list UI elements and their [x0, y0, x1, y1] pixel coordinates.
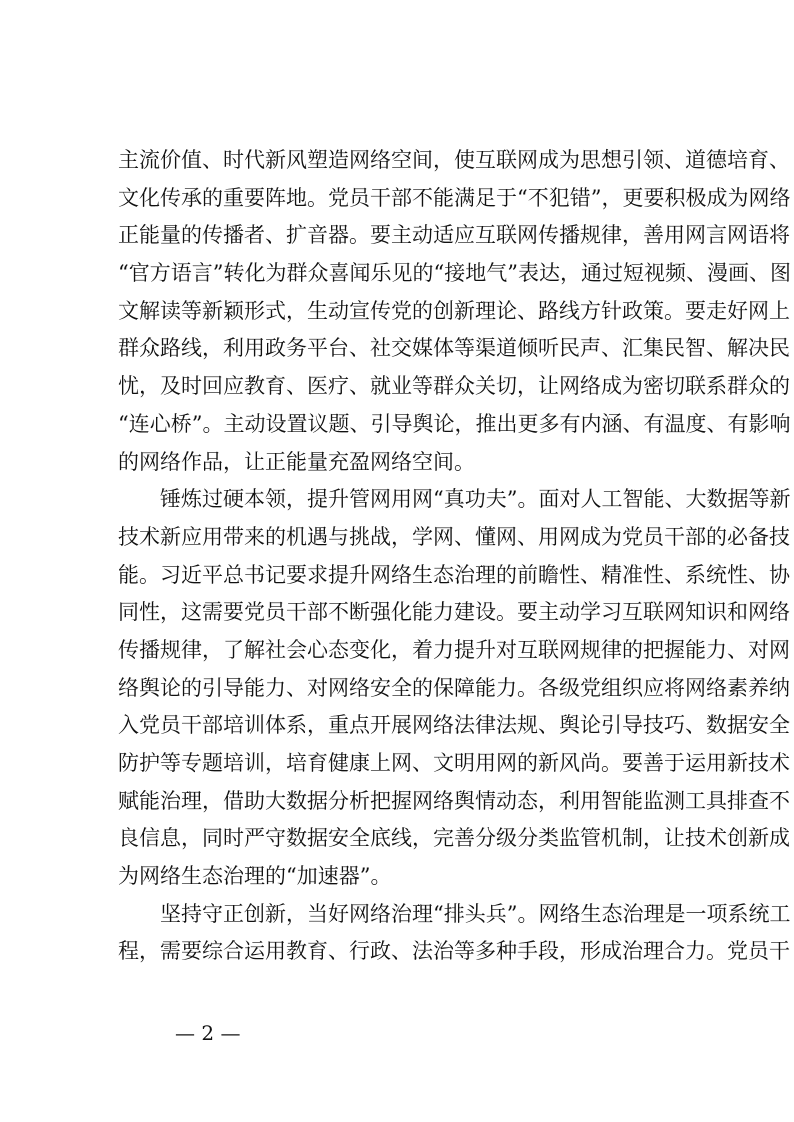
paragraph-1-line-6: 群众路线，利用政务平台、社交媒体等渠道倾听民声、汇集民智、解决民 [118, 336, 790, 361]
paragraph-1-line-1: 主流价值、时代新风塑造网络空间，使互联网成为思想引领、道德培育、 [118, 148, 790, 172]
paragraph-2-line-10: 良信息，同时严守数据安全底线，完善分级分类监管机制，让技术创新成 [118, 826, 790, 851]
paragraph-3-line-2: 程，需要综合运用教育、行政、法治等多种手段，形成治理合力。党员干 [118, 939, 790, 964]
paragraph-2-line-4: 同性，这需要党员干部不断强化能力建设。要主动学习互联网知识和网络 [118, 600, 790, 625]
paragraph-1-line-5: 文解读等新颖形式，生动宣传党的创新理论、路线方针政策。要走好网上 [118, 298, 790, 323]
paragraph-3-line-1: 坚持守正创新，当好网络治理“排头兵”。网络生态治理是一项系统工 [160, 901, 791, 926]
paragraph-2-line-6: 络舆论的引导能力、对网络安全的保障能力。各级党组织应将网络素养纳 [118, 675, 790, 700]
paragraph-2-line-5: 传播规律，了解社会心态变化，着力提升对互联网规律的把握能力、对网 [118, 637, 790, 662]
paragraph-2-line-1: 锤炼过硬本领，提升管网用网“真功夫”。面对人工智能、大数据等新 [160, 487, 791, 512]
paragraph-2-line-8: 防护等专题培训，培育健康上网、文明用网的新风尚。要善于运用新技术 [118, 751, 790, 775]
paragraph-1-line-7: 忧，及时回应教育、医疗、就业等群众关切，让网络成为密切联系群众的 [118, 374, 790, 399]
paragraph-1-line-8: “连心桥”。主动设置议题、引导舆论，推出更多有内涵、有温度、有影响 [118, 411, 791, 436]
paragraph-1-line-3: 正能量的传播者、扩音器。要主动适应互联网传播规律，善用网言网语将 [118, 223, 790, 248]
paragraph-2-line-3: 能。习近平总书记要求提升网络生态治理的前瞻性、精准性、系统性、协 [118, 562, 790, 587]
body-text [118, 142, 791, 971]
paragraph-2-line-7: 入党员干部培训体系，重点开展网络法律法规、舆论引导技巧、数据安全 [118, 713, 790, 738]
paragraph-2-line-11: 为网络生态治理的“加速器”。 [118, 864, 392, 889]
paragraph-2-line-9: 赋能治理，借助大数据分析把握网络舆情动态，利用智能监测工具排查不 [118, 788, 790, 813]
page-number: — 2 — [175, 1021, 241, 1045]
paragraph-2-line-2: 技术新应用带来的机遇与挑战，学网、懂网、用网成为党员干部的必备技 [118, 524, 790, 549]
paragraph-1-line-9: 的网络作品，让正能量充盈网络空间。 [118, 449, 475, 474]
paragraph-1-line-2: 文化传承的重要阵地。党员干部不能满足于“不犯错”，更要积极成为网络 [118, 185, 791, 210]
paragraph-1-line-4: “官方语言”转化为群众喜闻乐见的“接地气”表达，通过短视频、漫画、图 [118, 261, 791, 286]
